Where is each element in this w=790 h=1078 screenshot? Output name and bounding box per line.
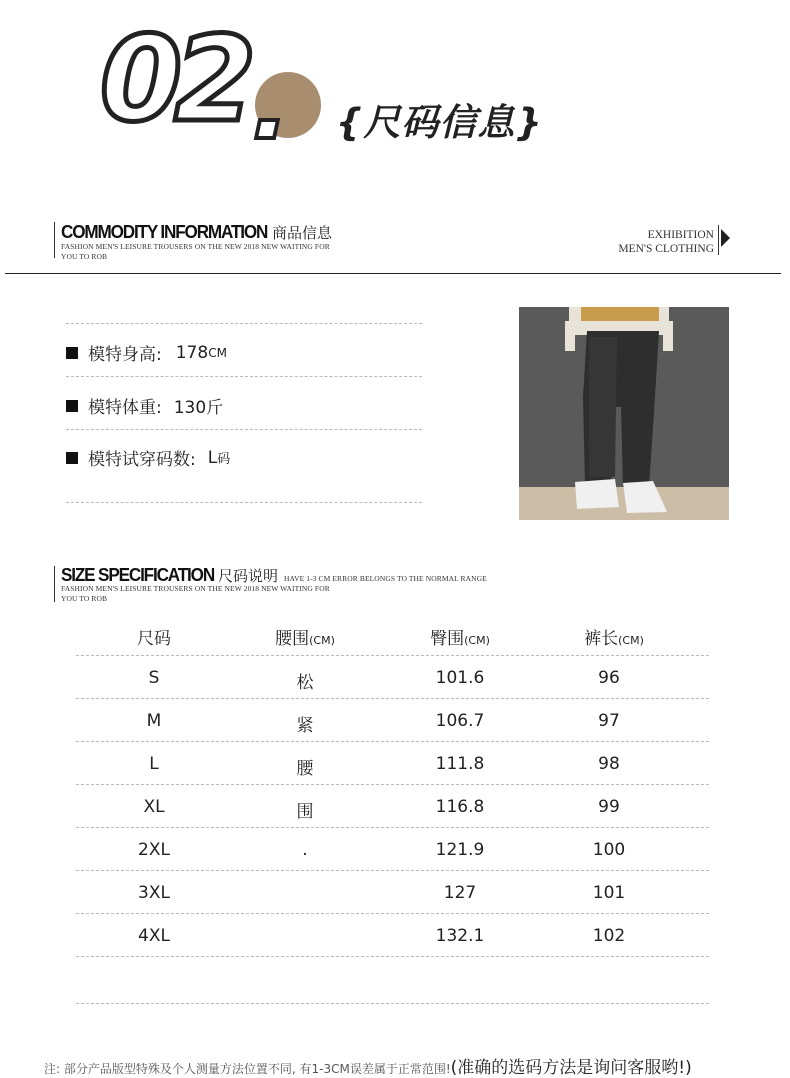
commodity-title-cn: 商品信息: [272, 224, 333, 242]
table-cell: 106.7: [435, 711, 485, 731]
model-height-unit: CM: [208, 345, 227, 360]
footer-note-small: 注: 部分产品版型特殊及个人测量方法位置不同, 有1-3CM误差属于正常范围!: [44, 1062, 451, 1076]
table-cell: 紧: [296, 716, 314, 736]
section-bar: [54, 222, 55, 258]
dashed-divider: [66, 323, 422, 324]
model-weight: [66, 393, 223, 418]
table-cell: XL: [143, 797, 165, 817]
commodity-subtitle-1: FASHION MEN'S LEISURE TROUSERS ON THE NEW 2018 NEW WAITING FOR: [61, 242, 330, 251]
column-header-waist: 腰围(CM): [275, 629, 335, 649]
table-cell: 127: [443, 883, 477, 903]
mens-clothing-label: MEN'S CLOTHING: [618, 243, 714, 255]
table-cell: 101.6: [435, 668, 485, 688]
model-height-label: 模特身高:: [88, 345, 162, 365]
table-cell: 111.8: [435, 754, 485, 774]
table-cell: 围: [296, 802, 314, 822]
model-size: [66, 445, 230, 470]
table-cell: S: [148, 668, 160, 688]
table-row: [0, 913, 790, 956]
table-cell: 101: [592, 883, 626, 903]
table-cell: 132.1: [435, 926, 485, 946]
exhibition-bar: [718, 225, 719, 255]
bullet-square: [66, 452, 78, 464]
dashed-divider: [66, 429, 422, 430]
table-cell: 97: [598, 711, 620, 731]
section-divider: [5, 273, 781, 274]
product-photo: [519, 307, 729, 520]
table-cell: 96: [598, 668, 620, 688]
table-row: [0, 741, 790, 784]
footer-note-big: (准确的选码方法是询问客服哟!): [450, 1058, 692, 1078]
size-spec-subtitle-1: FASHION MEN'S LEISURE TROUSERS ON THE NEW 2018 NEW WAITING FOR: [61, 584, 330, 593]
table-cell: 2XL: [138, 840, 170, 860]
dashed-divider: [76, 1003, 709, 1004]
table-cell: 100: [592, 840, 626, 860]
exhibition-label: EXHIBITION: [647, 229, 714, 241]
table-row: [0, 827, 790, 870]
footer-note: [44, 1053, 692, 1078]
table-cell: 121.9: [435, 840, 485, 860]
table-cell: M: [146, 711, 162, 731]
model-size-unit: 码: [217, 452, 231, 467]
column-header-size: 尺码: [137, 629, 171, 649]
column-header-hip: 臀围(CM): [430, 629, 490, 649]
dashed-divider: [66, 376, 422, 377]
table-cell: 99: [598, 797, 620, 817]
dashed-divider: [76, 956, 709, 957]
bullet-square: [66, 347, 78, 359]
column-header-length: 裤长(CM): [584, 629, 644, 649]
table-cell: 4XL: [138, 926, 170, 946]
table-row: [0, 784, 790, 827]
table-cell: 3XL: [138, 883, 170, 903]
table-row: [0, 870, 790, 913]
section-number: 02: [100, 10, 249, 148]
section-bar: [54, 566, 55, 602]
model-height: [66, 340, 227, 365]
size-spec-subtitle-2: YOU TO ROB: [61, 594, 108, 603]
table-row: [0, 655, 790, 698]
table-cell: .: [302, 840, 308, 860]
size-spec-note-en: HAVE 1-3 CM ERROR BELONGS TO THE NORMAL RANGE: [284, 574, 487, 583]
page-title: {尺码信息}: [336, 101, 543, 144]
table-cell: L: [149, 754, 159, 774]
size-spec-title-cn: 尺码说明: [218, 567, 279, 585]
model-height-value: 178: [175, 342, 209, 363]
table-cell: 98: [598, 754, 620, 774]
size-spec-title-en: SIZE SPECIFICATION: [61, 565, 215, 585]
commodity-subtitle-2: YOU TO ROB: [61, 252, 108, 261]
table-cell: 松: [296, 673, 314, 693]
decorative-dot: [254, 118, 281, 140]
table-row: [0, 698, 790, 741]
model-size-value: L: [207, 447, 218, 468]
model-weight-value: 130斤: [173, 398, 224, 418]
table-cell: 腰: [296, 759, 314, 779]
table-cell: 116.8: [435, 797, 485, 817]
dashed-divider: [66, 502, 422, 503]
table-cell: 102: [592, 926, 626, 946]
model-size-label: 模特试穿码数:: [88, 450, 196, 470]
commodity-title-en: COMMODITY INFORMATION: [61, 222, 268, 242]
model-weight-label: 模特体重:: [88, 398, 162, 418]
arrow-right-icon: [721, 229, 730, 247]
bullet-square: [66, 400, 78, 412]
